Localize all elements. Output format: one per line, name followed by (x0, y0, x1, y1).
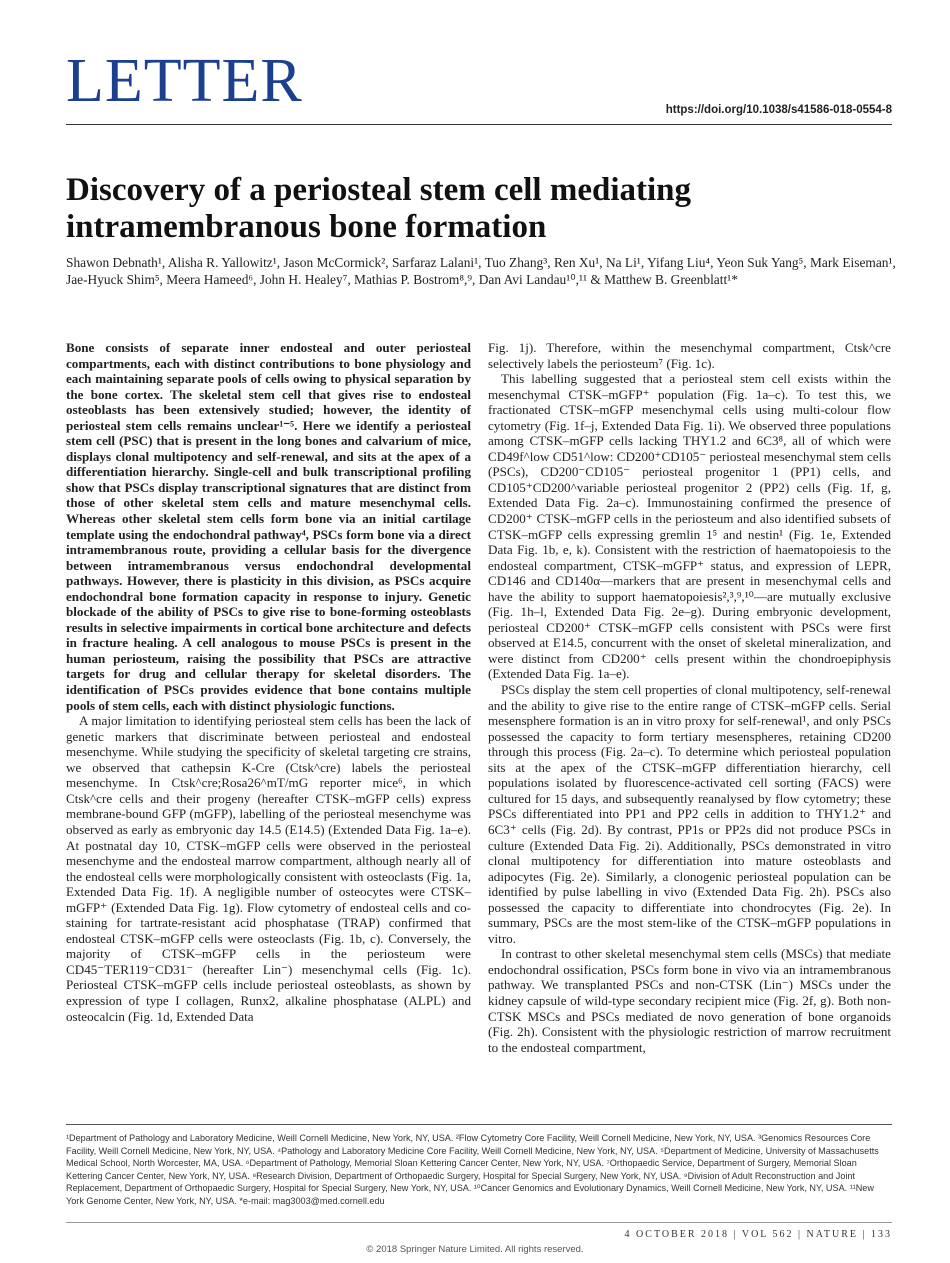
body-paragraph: PSCs display the stem cell properties of clonal multipotency, self-renewal and the ability to give rise to the entire range of CTSK–mGFP cells. Serial mesensphere formation is an in vitro proxy for self-renewal¹, and only PSCs possessed the capacity to form tertiary mesenspheres, retaining CD200 through this process (Fig. 2a–c). To determine which periosteal population sits at the apex of the CTSK–mGFP differentiation hierarchy, cell populations isolated by fluorescence-activated cell sorting (FACS) were cultured for 15 days, and subsequently reanalysed by flow cytometry; these PSCs differentiated into PP1 and PP2 cells in addition to THY1.2⁺ and 6C3⁺ cells (Fig. 2d). By contrast, PP1s or PP2s did not produce PSCs in culture (Extended Data Fig. 2i). Additionally, PSCs demonstrated in vitro clonal multipotency for differentiation into mature osteoblasts and adipocytes (Fig. 2e). Similarly, a clonogenic periosteal population can be identified by pulse labelling in vivo (Extended Data Fig. 2h). PSCs also possessed the capacity to differentiate into chondrocytes (Fig. 2e). In summary, PSCs are the most stem-like of the CTSK–mGFP populations in vitro. (488, 682, 891, 946)
affiliations-footnote: ¹Department of Pathology and Laboratory Medicine, Weill Cornell Medicine, New York, NY, USA. ²Flow Cytometry Core Facility, Weill Cornell Medicine, New York, NY, USA. ³Genomics Resources Core Facility, Weill Cornell Medicine, New York, NY, USA. ⁴Pathology and Laboratory Medicine Core Facility, Weill Cornell Medicine, New York, NY, USA. ⁵Department of Medicine, University of Massachusetts Medical School, North Worcester, MA, USA. ⁶Department of Pathology, Memorial Sloan Kettering Cancer Center, New York, NY, USA. ⁷Orthopaedic Service, Department of Surgery, Memorial Sloan Kettering Cancer Center, New York, NY, USA. ⁸Research Division, Department of Orthopaedic Surgery, Hospital for Special Surgery, New York, NY, USA. ⁹Division of Adult Reconstruction and Joint Replacement, Department of Orthopaedic Surgery, Hospital for Special Surgery, New York, NY, USA. ¹⁰Cancer Genomics and Evolutionary Dynamics, Weill Cornell Medicine, New York, NY, USA. ¹¹New York Genome Center, New York, NY, USA. *e-mail: mag3003@med.cornell.edu (66, 1133, 879, 1206)
section-label: LETTER (66, 47, 303, 115)
body-paragraph: In contrast to other skeletal mesenchymal stem cells (MSCs) that mediate endochondral ossification, PSCs form bone in vivo via an intramembranous pathway. We transplanted PSCs and non-CTSK (Lin⁻) MSCs under the kidney capsule of wild-type secondary recipient mice (Fig. 2f, g). Both non-CTSK MSCs and PSCs mediated de novo generation of bone organoids (Fig. 2h). Consistent with the physiologic restriction of marrow recruitment to the endosteal compartment, (488, 946, 891, 1055)
body-paragraph: Fig. 1j). Therefore, within the mesenchymal compartment, Ctsk^cre selectively labels the periosteum⁷ (Fig. 1c). (488, 340, 891, 371)
right-column (488, 340, 891, 1055)
footnote-divider (66, 1124, 892, 1125)
issue-info: 4 OCTOBER 2018 | VOL 562 | NATURE | 133 (624, 1229, 892, 1240)
left-column (66, 340, 471, 1024)
copyright-notice: © 2018 Springer Nature Limited. All rights reserved. (366, 1244, 584, 1255)
doi-link[interactable]: https://doi.org/10.1038/s41586-018-0554-8 (665, 104, 892, 116)
article-title: Discovery of a periosteal stem cell mediating intramembranous bone formation (66, 172, 692, 245)
body-paragraph: This labelling suggested that a periosteal stem cell exists within the mesenchymal CTSK–mGFP⁺ population (Fig. 1a–c). To test this, we fractionated CTSK–mGFP mesenchymal cells using multi-colour flow cytometry (Fig. 1f–j, Extended Data Fig. 1i). We observed three populations among CTSK–mGFP cells lacking THY1.2 and 6C3⁸, all of which were CD49f^low CD51^low: CD200⁺CD105⁻ periosteal mesenchymal stem cells (PSCs), CD200⁻CD105⁻ periosteal progenitor 1 (PP1) cells, and CD105⁺CD200^variable periosteal progenitor 2 (PP2) cells (Fig. 1f, g, Extended Data Fig. 2a–c). Immunostaining confirmed the presence of CD200⁺ CTSK–mGFP cells in the periosteum and also identified subsets of CTSK–mGFP cells expressing gremlin 1⁵ and nestin¹ (Fig. 1e, Extended Data Fig. 1b, e, k). Consistent with the restriction of haematopoiesis to the endosteal compartment, CTSK–mGFP⁺ status, and expression of LEPR, CD146 and CD140α—markers that are present in mesenchymal cells and have the ability to support haematopoiesis²,³,⁹,¹⁰—are mutually exclusive (Fig. 1h–l, Extended Data Fig. 2e–g). During embryonic development, periosteal CD200⁺ CTSK–mGFP cells consistent with PSCs were first observed at E14.5, concurrent with the onset of skeletal mineralization, and were distinct from CD200⁺ cells present within the chondroepiphysis (Extended Data Fig. 1a–e). (488, 371, 891, 682)
footer-divider (66, 1222, 892, 1223)
abstract: Bone consists of separate inner endosteal and outer periosteal compartments, each with distinct contributions to bone physiology and each maintaining separate pools of cells owing to physical separation by the bone cortex. The skeletal stem cell that gives rise to endosteal osteoblasts has been extensively studied; however, the identity of periosteal stem cells remains unclear¹⁻⁵. Here we identify a periosteal stem cell (PSC) that is present in the long bones and calvarium of mice, displays clonal multipotency and self-renewal, and sits at the apex of a differentiation hierarchy. Single-cell and bulk transcriptional profiling show that PSCs display transcriptional signatures that are distinct from those of other skeletal stem cells and mature mesenchymal cells. Whereas other skeletal stem cells form bone via an initial cartilage template using the endochondral pathway⁴, PSCs form bone via a direct intramembranous route, providing a cellular basis for the divergence between intramembranous versus endochondral developmental pathways. However, there is plasticity in this division, as PSCs acquire endochondral bone formation capacity in response to injury. Genetic blockade of the ability of PSCs to give rise to bone-forming osteoblasts results in selective impairments in cortical bone architecture and defects in fracture healing. A cell analogous to mouse PSCs is present in the human periosteum, raising the possibility that PSCs are attractive targets for drug and cellular therapy for skeletal disorders. The identification of PSCs provides evidence that bone contains multiple pools of stem cells, each with distinct physiologic functions. (66, 340, 471, 713)
header-divider (66, 124, 892, 125)
body-paragraph: A major limitation to identifying periosteal stem cells has been the lack of genetic markers that discriminate between periosteal and endosteal mesenchyme. While studying the specificity of skeletal targeting cre strains, we observed that cathepsin K-Cre (Ctsk^cre) labels the periosteal mesenchyme. In Ctsk^cre;Rosa26^mT/mG reporter mice⁶, in which Ctsk^cre cells and their progeny (hereafter CTSK–mGFP cells) express membrane-bound GFP (mGFP), labelling of the periosteal mesenchyme was observed as early as embryonic day 14.5 (E14.5) (Extended Data Fig. 1a–e). At postnatal day 10, CTSK–mGFP cells were observed in the periosteal mesenchyme and the endosteal marrow compartment, although nearly all of the endosteal cells were morphologically consistent with osteoclasts (Fig. 1a, Extended Data Fig. 1f). A negligible number of osteocytes were CTSK–mGFP⁺ (Extended Data Fig. 1g). Flow cytometry of endosteal cells and co-staining for tartrate-resistant acid phosphatase (TRAP) confirmed that endosteal CTSK–mGFP cells were osteoclasts (Fig. 1b, c). Conversely, the majority of CTSK–mGFP cells in the periosteum were CD45⁻TER119⁻CD31⁻ (hereafter Lin⁻) mesenchymal cells (Fig. 1c). Periosteal CTSK–mGFP cells include periosteal osteoblasts, as shown by expression of type I collagen, Runx2, alkaline phosphatase (ALPL) and osteocalcin (Fig. 1d, Extended Data (66, 713, 471, 1024)
author-list: Shawon Debnath¹, Alisha R. Yallowitz¹, Jason McCormick², Sarfaraz Lalani¹, Tuo Zhang³, Ren Xu¹, Na Li¹, Yifang Liu⁴, Yeon Suk Yang⁵, Mark Eiseman¹, Jae-Hyuck Shim⁵, Meera Hameed⁶, John H. Healey⁷, Mathias P. Bostrom⁸,⁹, Dan Avi Landau¹⁰,¹¹ & Matthew B. Greenblatt¹* (66, 255, 896, 287)
